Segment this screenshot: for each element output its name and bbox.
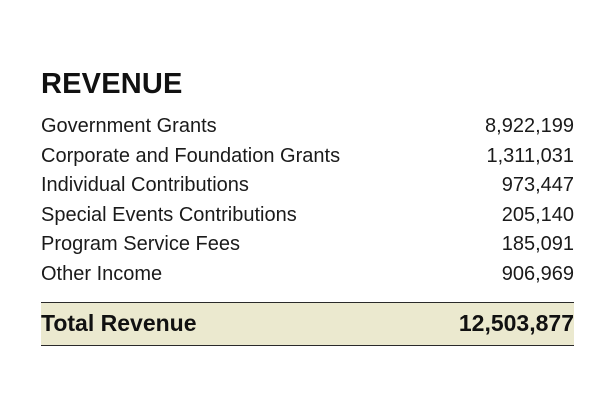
revenue-row-individual-contributions: [41, 171, 574, 201]
revenue-table: [41, 66, 574, 346]
row-value: 1,311,031: [486, 144, 574, 167]
total-value: 12,503,877: [458, 310, 574, 337]
row-label: Other Income: [41, 262, 163, 285]
total-label: Total Revenue: [41, 310, 197, 337]
revenue-row-other-income: [41, 260, 574, 290]
row-label: Special Events Contributions: [41, 203, 297, 226]
row-label: Individual Contributions: [41, 174, 249, 197]
row-value: 185,091: [501, 233, 574, 256]
row-label: Program Service Fees: [41, 233, 240, 256]
revenue-heading: REVENUE: [41, 68, 183, 100]
revenue-row-program-service-fees: [41, 230, 574, 260]
revenue-row-government-grants: [41, 112, 574, 142]
revenue-row-corporate-foundation-grants: [41, 142, 574, 172]
row-value: 205,140: [501, 203, 574, 226]
row-value: 8,922,199: [485, 115, 574, 137]
row-label: Government Grants: [41, 115, 217, 137]
row-label: Corporate and Foundation Grants: [41, 144, 341, 167]
row-value: 906,969: [501, 262, 574, 285]
total-revenue-row: [41, 302, 574, 346]
revenue-row-special-events: [41, 201, 574, 231]
revenue-rows: [41, 112, 574, 290]
row-value: 973,447: [501, 174, 574, 197]
